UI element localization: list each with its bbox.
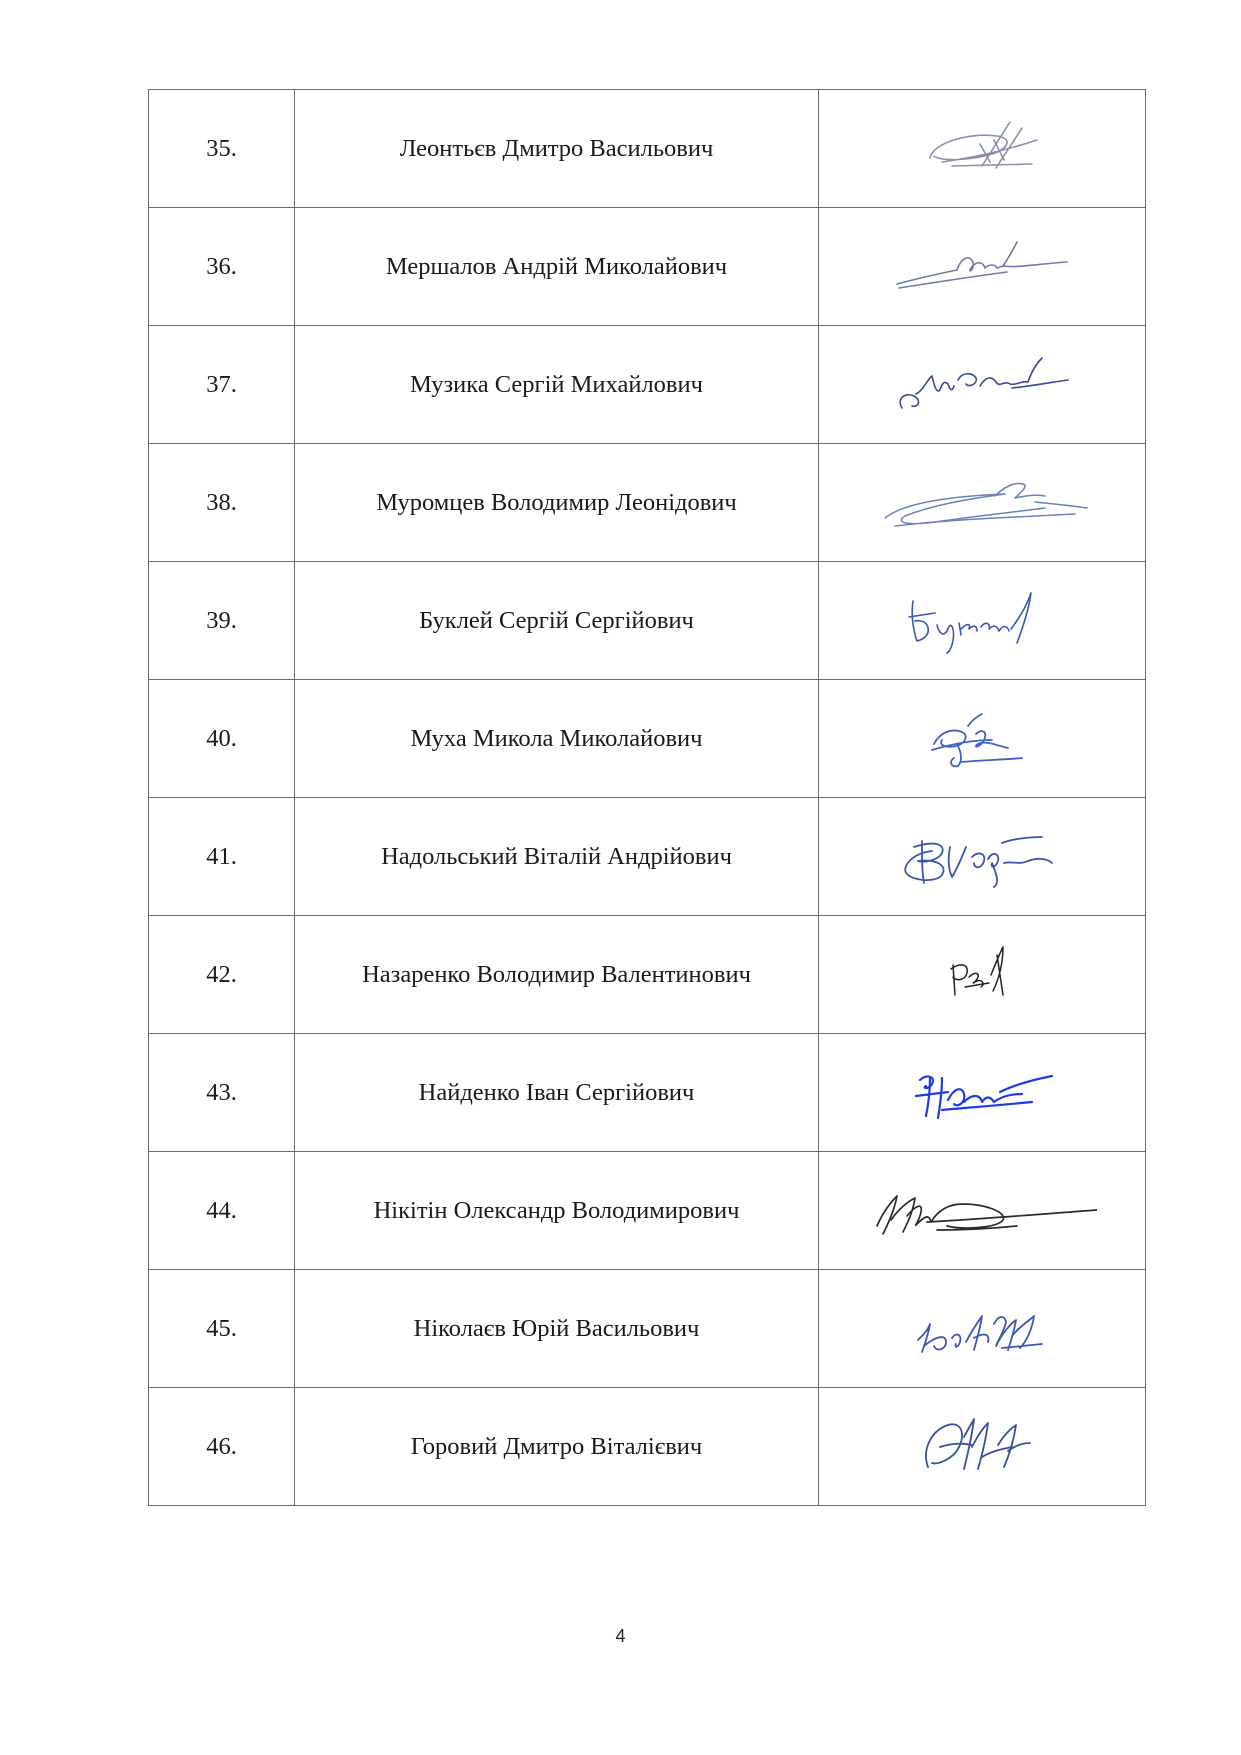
table-row — [149, 444, 1146, 562]
member-name: Надольський Віталій Андрійович — [295, 798, 819, 916]
signature-image — [875, 468, 1090, 538]
signature-cell — [819, 680, 1146, 798]
page-number: 4 — [615, 1626, 626, 1646]
member-name: Мершалов Андрій Миколайович — [295, 208, 819, 326]
row-number: 45. — [149, 1270, 295, 1388]
table-row — [149, 916, 1146, 1034]
signature-cell — [819, 326, 1146, 444]
table-row — [149, 1270, 1146, 1388]
signature-image — [922, 704, 1042, 774]
signature-cell — [819, 798, 1146, 916]
signature-cell — [819, 916, 1146, 1034]
signature-cell — [819, 1388, 1146, 1506]
row-number: 39. — [149, 562, 295, 680]
table-row — [149, 562, 1146, 680]
member-name: Муха Микола Миколайович — [295, 680, 819, 798]
signature-image — [867, 1176, 1097, 1246]
signature-cell — [819, 90, 1146, 208]
signature-cell — [819, 562, 1146, 680]
row-number: 35. — [149, 90, 295, 208]
signature-image — [897, 581, 1067, 661]
table-row — [149, 1152, 1146, 1270]
member-name: Буклей Сергій Сергійович — [295, 562, 819, 680]
member-name: Найденко Іван Сергійович — [295, 1034, 819, 1152]
signature-image — [912, 1407, 1052, 1487]
table-row — [149, 680, 1146, 798]
row-number: 41. — [149, 798, 295, 916]
signature-table — [148, 89, 1146, 1506]
signature-image — [912, 114, 1052, 184]
table-row — [149, 798, 1146, 916]
signature-image — [892, 817, 1072, 897]
row-number: 38. — [149, 444, 295, 562]
table-row — [149, 1034, 1146, 1152]
row-number: 44. — [149, 1152, 295, 1270]
table-row — [149, 326, 1146, 444]
row-number: 46. — [149, 1388, 295, 1506]
signature-cell — [819, 1034, 1146, 1152]
member-name: Горовий Дмитро Віталієвич — [295, 1388, 819, 1506]
signature-image — [887, 232, 1077, 302]
member-name: Муромцев Володимир Леонідович — [295, 444, 819, 562]
member-name: Музика Сергій Михайлович — [295, 326, 819, 444]
signature-cell — [819, 1152, 1146, 1270]
signature-image — [937, 935, 1027, 1015]
row-number: 43. — [149, 1034, 295, 1152]
member-name: Ніколаєв Юрій Васильович — [295, 1270, 819, 1388]
table-row — [149, 208, 1146, 326]
signature-cell — [819, 444, 1146, 562]
signature-cell — [819, 1270, 1146, 1388]
table-row — [149, 90, 1146, 208]
signature-image — [902, 1058, 1062, 1128]
signature-image — [892, 350, 1072, 420]
row-number: 40. — [149, 680, 295, 798]
member-name: Назаренко Володимир Валентинович — [295, 916, 819, 1034]
member-name: Леонтьєв Дмитро Васильович — [295, 90, 819, 208]
signature-image — [902, 1294, 1062, 1364]
table-row — [149, 1388, 1146, 1506]
row-number: 37. — [149, 326, 295, 444]
row-number: 42. — [149, 916, 295, 1034]
signature-cell — [819, 208, 1146, 326]
row-number: 36. — [149, 208, 295, 326]
member-name: Нікітін Олександр Володимирович — [295, 1152, 819, 1270]
